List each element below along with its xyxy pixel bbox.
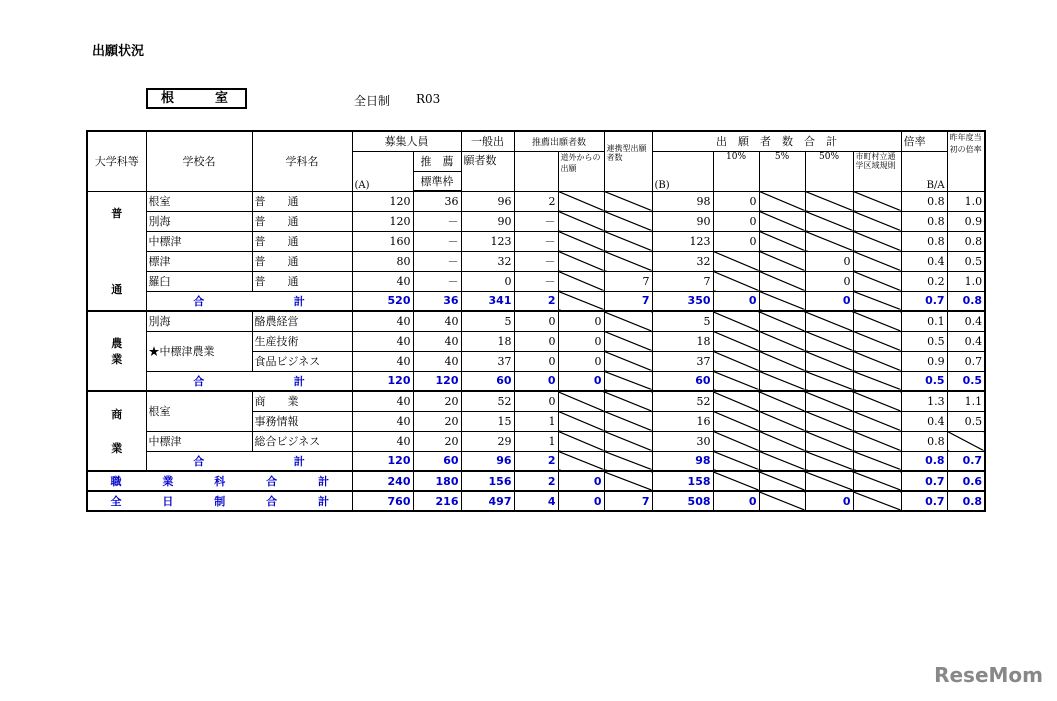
grand-total-row: 全 日 制 合 計 760 216 497 4 0 7 508 0 0 0.7 0.8 — [87, 491, 985, 511]
header-p5: 5% — [759, 151, 805, 191]
header-p50: 50% — [805, 151, 853, 191]
header-p10: 10% — [713, 151, 759, 191]
table-row: 羅臼 普 通 40 － 0 － 7 7 0 0.2 1.0 — [87, 271, 985, 291]
header-total: 出 願 者 数 合 計 — [652, 131, 901, 151]
header-quota-1: 推 薦 — [413, 151, 461, 171]
header-prev-ratio: 昨年度当初の倍率 — [947, 131, 985, 191]
category-futsu: 普 通 — [87, 191, 146, 311]
table-row: 農 業 別海 酪農経営 40 40 5 0 0 5 0.1 0.4 — [87, 311, 985, 331]
table-row: 商 業 根室 商 業 40 20 52 0 52 1.3 1.1 — [87, 391, 985, 411]
header-municipal: 市町村立通学区域規則 — [853, 151, 901, 191]
header-dept: 学科名 — [252, 131, 352, 191]
region-box: 根 室 — [146, 88, 247, 109]
header-school: 学校名 — [146, 131, 252, 191]
subtotal-row-nogyo: 合 計 120 120 60 0 0 60 0.5 0.5 — [87, 371, 985, 391]
header-general-1: 一般出 — [461, 131, 514, 151]
vocational-total-row: 職 業 科 合 計 240 180 156 2 0 158 0.7 0.6 — [87, 471, 985, 491]
header-suisen: 推薦出願者数 — [514, 131, 604, 151]
page-title: 出願状況 — [92, 44, 145, 59]
header-linked: 連携型出願者数 — [604, 131, 652, 191]
table-row: 中標津 普 通 160 － 123 － 123 0 0.8 0.8 — [87, 231, 985, 251]
table-row: 中標津 総合ビジネス 40 20 29 1 30 0.8 — [87, 431, 985, 451]
subtotal-row-shogyo: 合 計 120 60 96 2 98 0.8 0.7 — [87, 451, 985, 471]
table-row: 事務情報 40 20 15 1 16 0.4 0.5 — [87, 411, 985, 431]
header-ratio: 倍率 — [901, 131, 947, 151]
application-table — [86, 130, 986, 512]
header-quota-2: 標準枠 — [413, 171, 461, 191]
table-row: ★中標津農業 生産技術 40 40 18 0 0 18 0.5 0.4 — [87, 331, 985, 351]
header-outside: 道外からの出願 — [558, 151, 604, 191]
header-row-1 — [87, 131, 985, 151]
resemom-watermark: ReseMom — [934, 663, 1043, 687]
category-shogyo: 商 業 — [87, 391, 146, 471]
year-label: R03 — [416, 92, 441, 106]
category-nogyo: 農 業 — [87, 311, 146, 391]
system-label: 全日制 — [354, 94, 391, 108]
table-row: 食品ビジネス 40 40 37 0 0 37 0.9 0.7 — [87, 351, 985, 371]
header-category: 大学科等 — [87, 131, 146, 191]
header-capacity: 募集人員 — [352, 131, 461, 151]
header-capacity-a: (A) — [352, 151, 413, 191]
subtotal-row-futsu: 合 計 520 36 341 2 7 350 0 0 0.7 0.8 — [87, 291, 985, 311]
table-row: 普 通 根室 普 通 120 36 96 2 98 0 0.8 1.0 — [87, 191, 985, 211]
table-row: 標津 普 通 80 － 32 － 32 0 0.4 0.5 — [87, 251, 985, 271]
header-ratio-ba: B/A — [901, 151, 947, 191]
header-total-b: (B) — [652, 151, 713, 191]
table-row: 別海 普 通 120 － 90 － 90 0 0.8 0.9 — [87, 211, 985, 231]
header-general-2: 願者数 — [461, 151, 514, 191]
